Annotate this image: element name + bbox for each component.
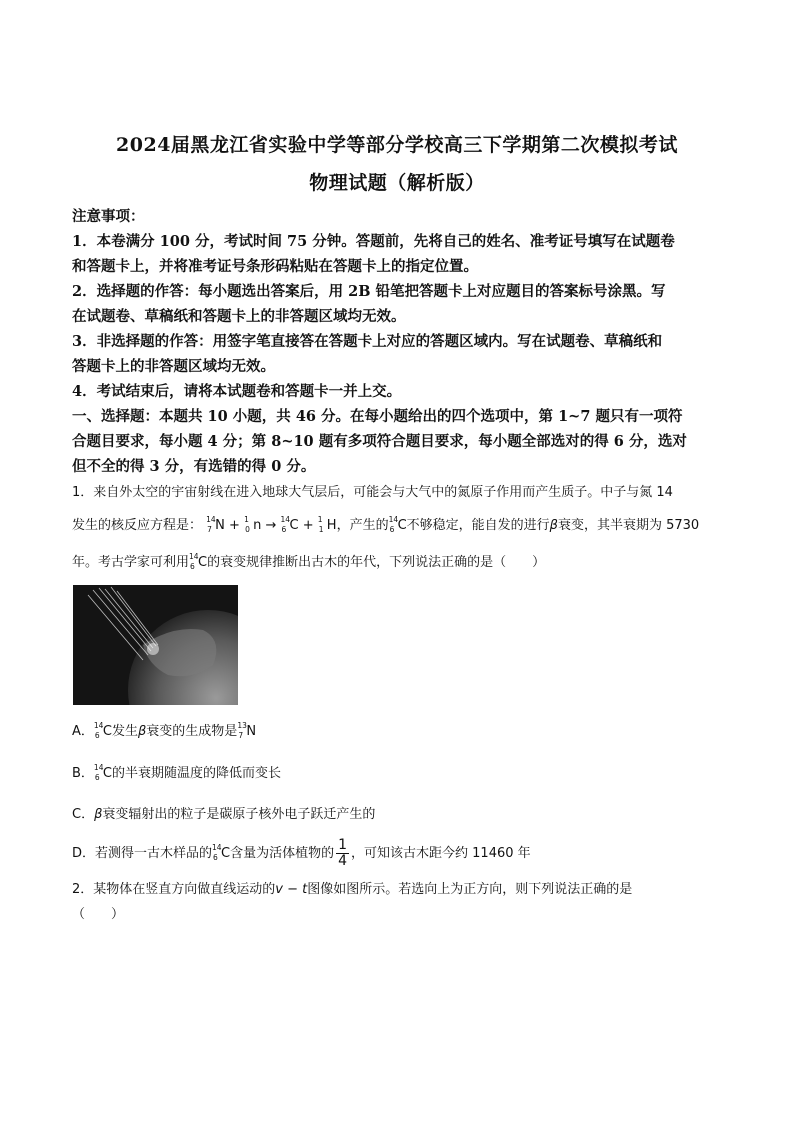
notice-line: 答题卡上的非答题区域均无效。 bbox=[72, 358, 275, 375]
nuclide-neutron: 1 0 n bbox=[244, 515, 262, 534]
nuclide-c14: 14 6 C bbox=[93, 721, 112, 740]
nuclide-c14: 14 6 C bbox=[388, 515, 407, 534]
nuclide-c14: 14 6 C bbox=[212, 843, 231, 862]
section-instructions: 一、选择题：本题共 10 小题，共 46 分。在每小题给出的四个选项中，第 1~7 题只有一项符 bbox=[72, 408, 683, 425]
notice-heading: 注意事项： bbox=[72, 208, 145, 225]
option-d[interactable]: D．若测得一古木样品的 14 6 C含量为活体植物的 $\frac{1}{4}$ ，可知该古木距今约 11460 年 bbox=[72, 837, 531, 869]
question-1-equation-line: 发生的核反应方程是： 14 7 N + 1 0 n → 14 6 C + 1 1 H，产生的 14 6 C不够稳定，能自发的进行β衰变，其半衰期为 5730 bbox=[72, 515, 700, 534]
planet-cosmic-ray-image bbox=[73, 585, 238, 705]
section-instructions: 合题目要求，每小题 4 分；第 8~10 题有多项符合题目要求，每小题全部选对的得 6 分，选对 bbox=[72, 433, 687, 450]
beta-symbol: β bbox=[94, 807, 103, 822]
section-instructions: 但不全的得 3 分，有选错的得 0 分。 bbox=[72, 458, 316, 475]
notice-line: 和答题卡上，并将准考证号条形码粘贴在答题卡上的指定位置。 bbox=[72, 258, 478, 275]
option-a[interactable]: A． 14 6 C发生β衰变的生成物是 13 7 N bbox=[72, 721, 257, 740]
notice-line: 2．选择题的作答：每小题选出答案后，用 2B 铅笔把答题卡上对应题目的答案标号涂黑。写 bbox=[72, 283, 666, 300]
option-c[interactable]: C．β衰变辐射出的粒子是碳原子核外电子跃迁产生的 bbox=[72, 807, 376, 822]
question-1-stem-end: 年。考古学家可利用 14 6 C的衰变规律推断出古木的年代，下列说法正确的是（ ） bbox=[72, 552, 546, 571]
nuclide-n14: 14 7 N bbox=[206, 515, 225, 534]
beta-symbol: β bbox=[138, 724, 147, 739]
notice-line: 1．本卷满分 100 分，考试时间 75 分钟。答题前，先将自己的姓名、准考证号填写在试题卷 bbox=[72, 233, 675, 250]
fraction-one-quarter: $\frac{1}{4}$ bbox=[338, 837, 348, 869]
vt-symbol: v − t bbox=[275, 882, 308, 897]
beta-symbol: β bbox=[549, 518, 558, 533]
notice-line: 4．考试结束后，请将本试题卷和答题卡一并上交。 bbox=[72, 383, 402, 400]
nuclide-c14: 14 6 C bbox=[189, 552, 208, 571]
notice-line: 在试题卷、草稿纸和答题卡上的非答题区域均无效。 bbox=[72, 308, 406, 325]
nuclide-h1: 1 1 H bbox=[317, 515, 337, 534]
nuclide-c14: 14 6 C bbox=[280, 515, 299, 534]
nuclide-n13: 13 7 N bbox=[237, 721, 257, 740]
option-b[interactable]: B． 14 6 C的半衰期随温度的降低而变长 bbox=[72, 763, 282, 782]
nuclide-c14: 14 6 C bbox=[93, 763, 112, 782]
question-2-text: 2．某物体在竖直方向做直线运动的v − t图像如图所示。若选向上为正方向，则下列说法正确的是 bbox=[72, 882, 633, 897]
page-title: 2024届黑龙江省实验中学等部分学校高三下学期第二次模拟考试 bbox=[116, 134, 678, 156]
page-subtitle: 物理试题（解析版） bbox=[309, 172, 485, 194]
question-2-answer-bracket: （ ） bbox=[72, 907, 125, 922]
question-1-text: 1．来自外太空的宇宙射线在进入地球大气层后，可能会与大气中的氮原子作用而产生质子。中子与氮 14 bbox=[72, 485, 673, 500]
notice-line: 3．非选择题的作答：用签字笔直接答在答题卡上对应的答题区域内。写在试题卷、草稿纸和 bbox=[72, 333, 663, 350]
